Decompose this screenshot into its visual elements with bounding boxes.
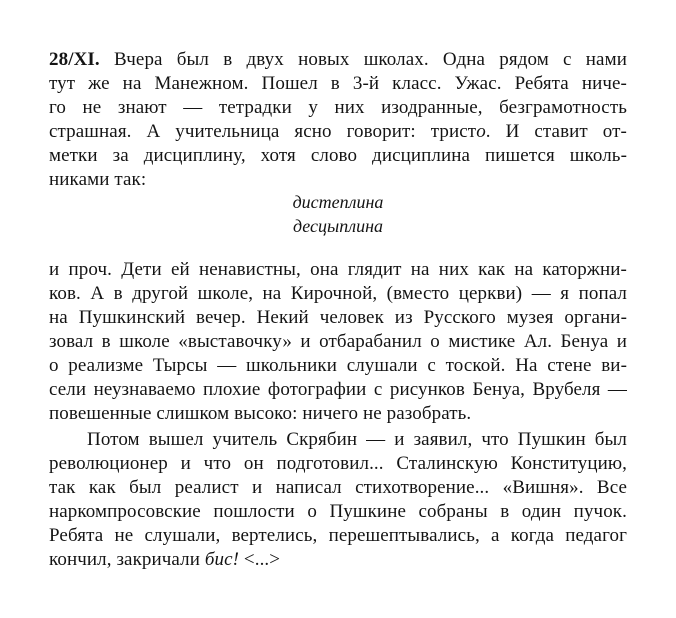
para2-line-3: так как был реалист и написал стихотворение... «Вишня». Все bbox=[49, 477, 627, 498]
ellipsis-mark: <...> bbox=[239, 549, 281, 570]
text-line-4 bbox=[49, 120, 627, 144]
bis-word: бис! bbox=[204, 549, 240, 570]
text-line-5: метки за дисциплину, хотя слово дисциплина пишется школь- bbox=[49, 145, 627, 166]
entry-date: 28/XI. bbox=[49, 49, 100, 70]
stressed-letter: о bbox=[476, 121, 486, 142]
text-line-1 bbox=[49, 48, 627, 72]
para2-line-6 bbox=[49, 548, 627, 572]
text-line-6: никами так: bbox=[49, 169, 147, 190]
text-line-3: го не знают — тетрадки у них изодранные, безграмотность bbox=[49, 97, 627, 118]
misspelling-1: дистеплина bbox=[292, 192, 384, 212]
line-4-end: . И ставит от- bbox=[485, 121, 627, 142]
para1-line-6: сели неузнаваемо плохие фотографии с рисунков Бенуа, Врубеля — bbox=[49, 379, 627, 400]
para2-line-2: революционер и что он подготовил... Сталинскую Конституцию, bbox=[49, 453, 627, 474]
para1-line-2: ков. А в другой школе, на Кирочной, (вместо церкви) — я попал bbox=[49, 283, 627, 304]
para1-line-7: повешенные слишком высоко: ничего не разобрать. bbox=[49, 403, 472, 424]
line-4-start: страшная. А учительница ясно говорит: трист bbox=[49, 121, 477, 142]
text-line-2: тут же на Манежном. Пошел в 3-й класс. Ужас. Ребята ниче- bbox=[49, 73, 627, 94]
line-1-text: Вчера был в двух новых школах. Одна рядом с нами bbox=[99, 49, 627, 70]
para1-line-1: и проч. Дети ей ненавистны, она глядит на них как на каторжни- bbox=[49, 259, 627, 280]
para2-line-4: наркомпросовские пошлости о Пушкине собраны в один пучок. bbox=[49, 501, 627, 522]
misspelling-2: десцыплина bbox=[292, 216, 384, 236]
final-text: кончил, закричали bbox=[49, 549, 205, 570]
para1-line-3: на Пушкинский вечер. Некий человек из Русского музея органи- bbox=[49, 307, 627, 328]
para2-line-1: Потом вышел учитель Скрябин — и заявил, что Пушкин был bbox=[87, 429, 627, 450]
para1-line-5: о реализме Тырсы — школьники слушали с тоской. На стене ви- bbox=[49, 355, 627, 376]
para1-line-4: зовал в школе «выставочку» и отбарабанил о мистике Ал. Бенуа и bbox=[49, 331, 627, 352]
para2-line-5: Ребята не слушали, вертелись, перешептывались, а когда педагог bbox=[49, 525, 627, 546]
